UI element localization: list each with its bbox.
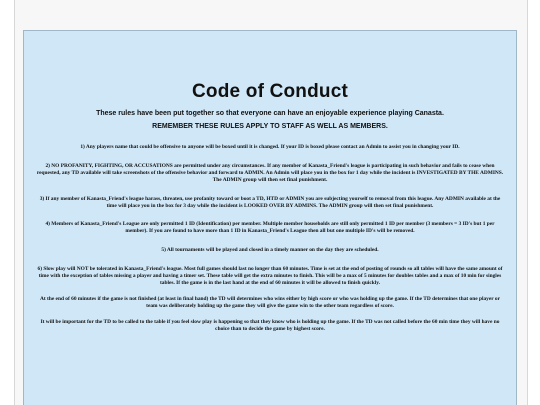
rule-6: 6) Slow play will NOT be tolerated in Kanasta_Friend's league. Most full games should last no longer than 60 minutes. Time is set at the end of posting of rounds so all tables will have the same amount of time with the exception of tables missing a player and having a timer set. These table will get the extra minutes to finish. This will be a max of 5 minutes for doubles tables and a max of 10 min for singles tables. If the game is in the last hand at the end of 60 minutes it will be allowed to finish quickly.	[37, 266, 503, 286]
content-panel	[23, 30, 517, 405]
rule-3: 3) If any member of Kanasta_Friend's league harass, threaten, use profanity toward or boot a TD, HTD or ADMIN you are subjecting yourself to removal from this league. Any ADMIN available at the time will place you in the box for 3 day while the incident is LOOKED OVER BY ADMINS. The ADMIN group will then set final punishment.	[39, 195, 501, 209]
page-title: Code of Conduct	[191, 81, 349, 102]
reminder-text: REMEMBER THESE RULES APPLY TO STAFF AS WELL AS MEMBERS.	[152, 123, 388, 130]
rule-1: 1) Any players name that could be offensive to anyone will be boxed until it is changed. If your ID is boxed please contact an Admin to assist you in changing your ID.	[80, 144, 460, 150]
rule-6-continued: At the end of 60 minutes if the game is not finished (at least in final hand) the TD will determines who wins either by high score or who was holding up the game. If the TD determines that one player or team was deliberately holding up the game they will give the game win to the other team regardless of score.	[39, 295, 500, 309]
intro-text: These rules have been put together so that everyone can have an enjoyable experience playing Canasta.	[96, 110, 444, 117]
rule-6-td-note: It will be important for the TD to be called to the table if you feel slow play is happening so that they know who is holding up the game. If the TD was not called before the 60 min time they will have no choice than to decide the game by highest score.	[40, 318, 500, 332]
rules-list	[34, 144, 506, 333]
rule-4: 4) Members of Kanasta_Friend's League are only permitted 1 ID (Identification) per member. Multiple member households are still only permitted 1 ID per member (3 members = 3 ID's but 1 per member). If you are found to have more than 1 ID in Kanasta_Friend's League then all but one multiple ID's will be removed.	[45, 221, 495, 235]
rule-5: 5) All tournaments will be played and closed in a timely manner on the day they are scheduled.	[161, 247, 379, 254]
rule-2: 2) NO PROFANITY, FIGHTING, OR ACCUSATIONS are permitted under any circumstances. If any member of Kanasta_Friend's league is participating in such behavior and fails to cease when requested, any TD available will take screenshots of the offensive behavior and forward to ADMIN. An Admin will place you in the box for 1 day while the incident is INVESTIGATED BY THE ADMINS. The ADMIN group will then set final punishment.	[36, 162, 504, 183]
